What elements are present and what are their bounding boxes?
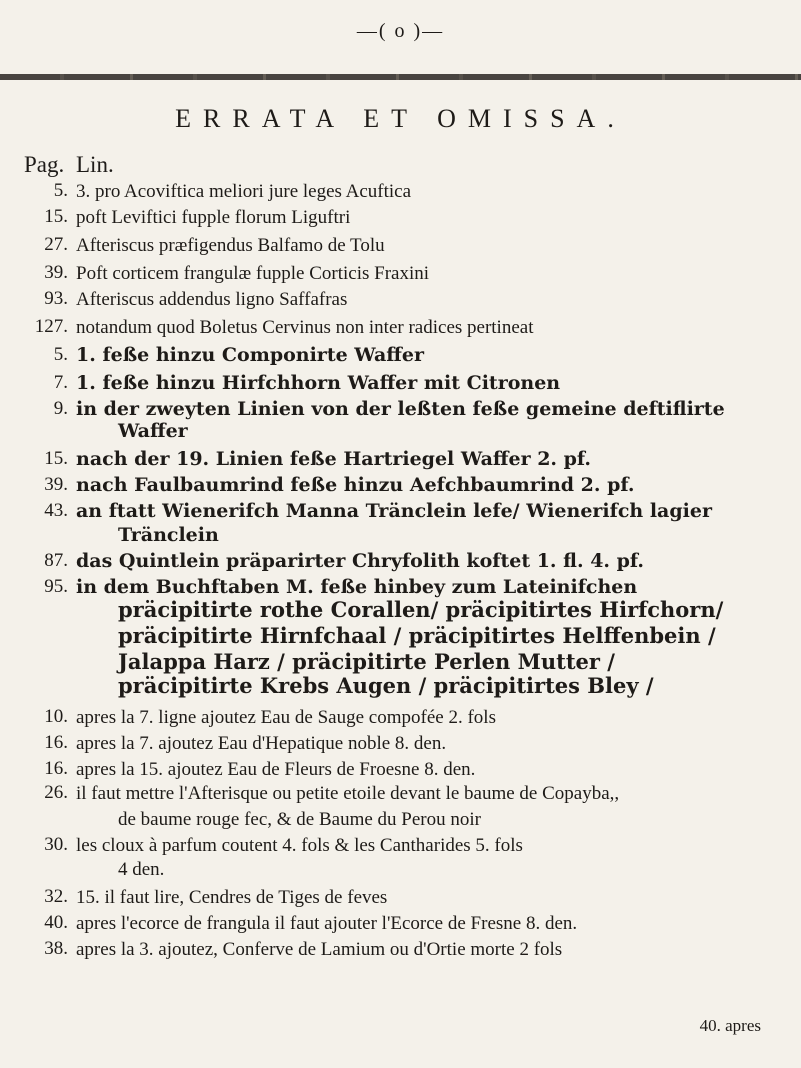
errata-text: il faut mettre l'Afterisque ou petite etoile devant le baume de Copayba,, (76, 783, 620, 804)
page-reference: 9. (53, 398, 68, 419)
page-reference: 26. (44, 782, 68, 803)
errata-text: apres la 15. ajoutez Eau de Fleurs de Froesne 8. den. (76, 759, 476, 780)
errata-text: 1. feße hinzu Hirfchhorn Waffer mit Citronen (76, 372, 561, 394)
errata-text: das Quintlein präparirter Chryfolith koftet 1. fl. 4. pf. (76, 550, 645, 572)
ornamental-rule (0, 74, 801, 80)
errata-text: apres l'ecorce de frangula il faut ajouter l'Ecorce de Fresne 8. den. (76, 913, 578, 934)
page-reference: 87. (44, 550, 68, 571)
errata-text: Jalappa Harz / präcipitirte Perlen Mutter / (118, 649, 615, 674)
page-reference: 40. (44, 912, 68, 933)
errata-text: präcipitirte rothe Corallen/ präcipitirtes Hirfchorn/ (118, 597, 724, 622)
page-reference: 7. (53, 372, 68, 393)
page-reference: 39. (44, 262, 68, 283)
page-title: ERRATA ET OMISSA. (175, 104, 626, 133)
column-header-pag: Pag. (24, 152, 65, 177)
page-reference: 16. (44, 732, 68, 753)
page-reference: 15. (44, 448, 68, 469)
page-reference: 39. (44, 474, 68, 495)
errata-text: präcipitirte Krebs Augen / präcipitirtes Bley / (118, 673, 654, 698)
page-reference: 15. (44, 206, 68, 227)
errata-text: les cloux à parfum coutent 4. fols & les Cantharides 5. fols (76, 835, 523, 856)
column-header-lin: Lin. (76, 152, 114, 177)
errata-text: Waffer (118, 420, 188, 442)
page-reference: 5. (53, 344, 68, 365)
page-reference: 43. (44, 500, 68, 521)
errata-text: apres la 3. ajoutez, Conferve de Lamium ou d'Ortie morte 2 fols (76, 939, 563, 960)
page-reference: 32. (44, 886, 68, 907)
page-reference: 5. (53, 180, 68, 201)
errata-text: de baume rouge fec, & de Baume du Perou noir (118, 809, 481, 830)
errata-text: notandum quod Boletus Cervinus non inter radices pertineat (76, 317, 534, 338)
errata-text: Poft corticem frangulæ fupple Corticis Fraxini (76, 263, 430, 284)
page-reference: 10. (44, 706, 68, 727)
errata-text: 4 den. (118, 859, 165, 880)
page-reference: 27. (44, 234, 68, 255)
page-reference: 30. (44, 834, 68, 855)
errata-text: Afteriscus addendus ligno Saffafras (76, 289, 348, 310)
catchword: 40. apres (699, 1016, 761, 1035)
errata-text: nach Faulbaumrind feße hinzu Aefchbaumrind 2. pf. (76, 474, 635, 496)
page-number: —( o )— (356, 20, 445, 42)
errata-text: präcipitirte Hirnfchaal / präcipitirtes Helffenbein / (118, 623, 716, 648)
errata-text: 1. feße hinzu Componirte Waffer (76, 344, 424, 366)
page-reference: 38. (44, 938, 68, 959)
errata-text: Afteriscus præfigendus Balfamo de Tolu (76, 235, 385, 256)
errata-text: apres la 7. ajoutez Eau d'Hepatique noble 8. den. (76, 733, 447, 754)
errata-text: 3. pro Acoviftica meliori jure leges Acuftica (76, 181, 412, 202)
errata-text: poft Leviftici fupple florum Liguftri (76, 207, 351, 228)
page-reference: 93. (44, 288, 68, 309)
errata-text: an ftatt Wienerifch Manna Tränclein lefe/ Wienerifch lagier (76, 500, 712, 522)
errata-text: in der zweyten Linien von der leßten feße gemeine deftiflirte (76, 398, 725, 420)
errata-text: apres la 7. ligne ajoutez Eau de Sauge compofée 2. fols (76, 707, 496, 728)
page-reference: 127. (34, 316, 68, 337)
errata-text: nach der 19. Linien feße Hartriegel Waffer 2. pf. (76, 448, 592, 470)
page-reference: 95. (44, 576, 68, 597)
errata-text: 15. il faut lire, Cendres de Tiges de feves (76, 887, 388, 908)
errata-text: Tränclein (118, 524, 219, 546)
errata-text: in dem Buchftaben M. feße hinbey zum Lateinifchen (76, 576, 638, 598)
page-reference: 16. (44, 758, 68, 779)
